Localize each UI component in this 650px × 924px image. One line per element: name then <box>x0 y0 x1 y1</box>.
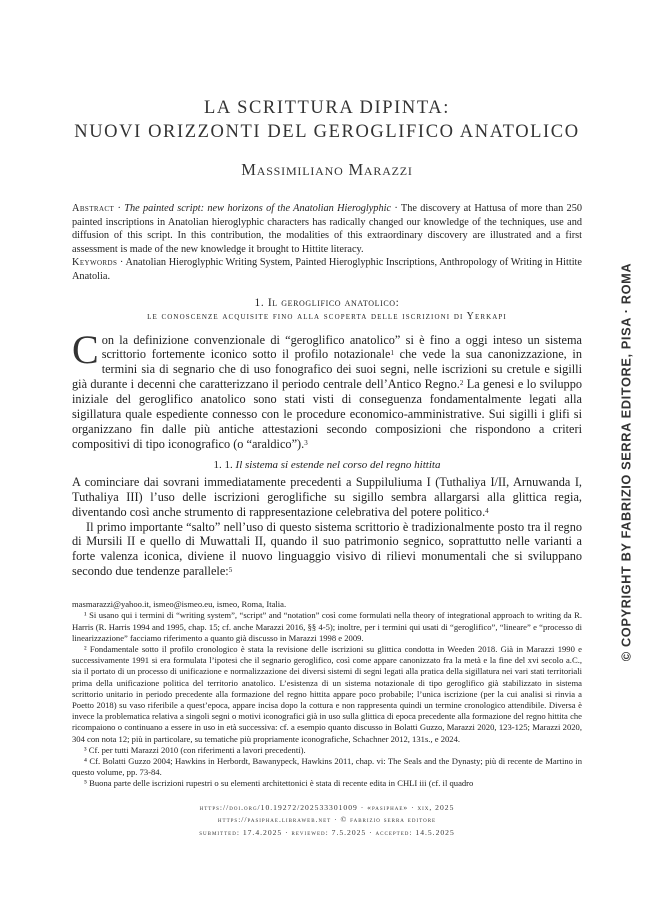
footnote-1: ¹ Si usano qui i termini di “writing system”, “script” and “notation” così come formulati nella theory of integrational approach to writing da R. Harris (R. Harris 1994 and 1995, chap. 15; cf. anche Marazzi 2016, §§ 4-5); inoltre, per i termini qui usati di “geroglifico”, “lineare” e “processo di linearizzazione” facciamo riferimento a quanto già discusso in Marazzi 1998 e 2009. <box>72 610 582 643</box>
keywords-text: Anatolian Hieroglyphic Writing System, Painted Hieroglyphic Inscriptions, Anthropology of Writing in Hittite Anatolia. <box>72 257 582 282</box>
publication-info <box>72 802 582 840</box>
abstract-text: The discovery at Hattusa of more than 250 painted inscriptions in Anatolian hieroglyphic characters has radically changed our knowledge of the techniques, use and diffusion of this script. In this contribution, the modalities of this extraordinary discovery are illustrated and a first assessment is made of the new knowledge it brought to Hittite literacy. <box>72 203 582 255</box>
footnote-2: ² Fondamentale sotto il profilo cronologico è stata la revisione delle iscrizioni su glittica condotta in Weeden 2018. Già in Marazzi 1990 e successivamente 1991 si era formulata l’ipotesi che il segnario geroglifico, così come appare canonizzato fra la metà e la fine del xvi secolo a.C., sia il portato di un processo di unificazione e normalizzazione dei diversi sistemi di segni legati alla pratica della sigillatura nei vari stati territoriali prima della unificazione politica del territorio anatolico. L’esistenza di un sistema notazionale di tipo geroglifico già stabilizzato in sistema scrittorio unitario in periodo precedente alla formazione del regno hittita appare poco probabile; l’unica iscrizione (per la cui analisi si rinvia a Poetto 2018) su vaso riferibile a quest’epoca, appare incisa dopo la cottura e non rappresenta quindi un termine cronologico attendibile. Diversa è invece la problematica relativa a singoli segni o motivi iconografici già in uso sulla glittica di epoca precedente alla formazione del regno hittita che ricompaiono o continuano a essere in uso in età successiva: cf. a esempio quanto discusso in Bolatti Guzzo, Marazzi 2020, 123-125; Marazzi 2020, 304 con nota 12; più in particolare, su tematiche più propriamente iconografiche, Schachner 2012, 131s., e 2024. <box>72 643 582 744</box>
dates-line: submitted: 17.4.2025 · reviewed: 7.5.2025 · accepted: 14.5.2025 <box>199 827 455 837</box>
title-line-2: NUOVI ORIZZONTI DEL GEROGLIFICO ANATOLICO <box>74 122 580 142</box>
article-page <box>72 0 582 839</box>
footnote-ref-1[interactable]: 1 <box>390 349 394 358</box>
paragraph-3-text: Il primo importante “salto” nell’uso di questo sistema scrittorio è tradizionalmente posto tra il regno di Mursili II e quello di Muwattali II, quando il suo patrimonio segnico, soprattutto nelle varianti a forte valenza iconica, diviene il nuovo linguaggio visivo di rilievi monumentali che si sviluppano secondo due tendenze parallele: <box>72 519 582 579</box>
subsection-title: Il sistema si estende nel corso del regno hittita <box>235 458 441 471</box>
footnote-ref-3[interactable]: 3 <box>304 438 308 447</box>
paragraph-1-text-a: on la definizione convenzionale di “geroglifico anatolico” si è fino a oggi inteso un sistema scrittorio fortemente iconico sotto il profilo notazionale <box>101 332 582 362</box>
website-line[interactable]: https://pasiphae.libraweb.net · © fabrizio serra editore <box>217 815 437 825</box>
section-heading: 1. Il geroglifico anatolico: <box>254 296 400 309</box>
footnote-ref-4[interactable]: 4 <box>485 506 489 515</box>
doi-line[interactable]: https://doi.org/10.19272/202533301009 · «pasiphae» · xix, 2025 <box>199 802 455 812</box>
title-line-1: LA SCRITTURA DIPINTA: <box>204 98 450 118</box>
paragraph-1 <box>72 326 582 452</box>
subsection-number: 1. 1. <box>213 458 233 471</box>
abstract-title: The painted script: new horizons of the Anatolian Hieroglyphic <box>124 203 392 214</box>
footnote-ref-5[interactable]: 5 <box>228 566 233 575</box>
paragraph-3 <box>72 520 582 580</box>
section-subheading: le conoscenze acquisite fino alla scoperta delle iscrizioni di Yerkapi <box>147 310 507 322</box>
paragraph-2-text: A cominciare dai sovrani immediatamente precedenti a Suppiluliuma I (Tuthaliya I/II, Arnuwanda I, Tuthaliya III) l’uso delle iscrizioni geroglifiche su sigillo sembra allargarsi alla glittica regia, diventando così anche strumento di rappresentazione celebrativa del potere politico. <box>72 474 582 519</box>
footnote-5: ⁵ Buona parte delle iscrizioni rupestri o su elementi architettonici è stata di recente edita in CHLI iii (cf. il quadro <box>84 778 474 789</box>
drop-cap: C <box>72 326 99 372</box>
paragraph-1-text-c: La genesi e lo sviluppo iniziale del geroglifico anatolico sono stati visti di conseguenza fondamentalmente legati alla sigillatura quale espediente connesso con le procedure economico-amministrative. Sui sigilli i glifi si organizzano fin dalle più antiche attestazioni secondo composizioni che rispondono a criteri compositivi di tipo iconografico (o “araldico”). <box>72 377 582 451</box>
footnote-3: ³ Cf. per tutti Marazzi 2010 (con riferimenti a lavori precedenti). <box>84 744 306 755</box>
author-name: Massimiliano Marazzi <box>241 160 413 179</box>
author-email[interactable]: masmarazzi@yahoo.it, ismeo@ismeo.eu, ismeo, Roma, Italia. <box>72 599 287 610</box>
article-title <box>72 96 582 144</box>
copyright-text: © COPYRIGHT BY FABRIZIO SERRA EDITORE, PISA · ROMA <box>618 262 634 662</box>
paragraph-2 <box>72 475 582 520</box>
keywords-label: Keywords <box>72 257 118 269</box>
abstract-label: Abstract <box>72 203 115 214</box>
footnote-ref-2[interactable]: 2 <box>459 379 464 388</box>
abstract: Abstract · The painted script: new horizons of the Anatolian Hieroglyphic · The discovery at Hattusa of more than 250 painted inscriptions in Anatolian hieroglyphic characters has radically changed our knowledge of the techniques, use and diffusion of this script. In this contribution, the modalities of this extraordinary discovery are illustrated and a first assessment is made of the new knowledge it brought to Hittite literacy. Keywords · Anatolian Hieroglyphic Writing System, Painted Hieroglyphic Inscriptions, Anthropology of Writing in Hittite Anatolia. <box>72 203 582 282</box>
subsection-heading <box>72 459 582 471</box>
footnote-4: ⁴ Cf. Bolatti Guzzo 2004; Hawkins in Herbordt, Bawanypeck, Hawkins 2011, chap. vi: The Seals and the Dynasty; più di recente de Martino in questo volume, pp. 73-84. <box>72 756 582 778</box>
paragraph-1-text-b: che vede la sua canonizzazione, in termini sia di segnario che di uso fonografico dei suoi segni, nelle iscrizioni su cretule e sigilli già durante i decenni che caratterizzano il periodo centrale dell’Antico Regno. <box>72 347 582 392</box>
